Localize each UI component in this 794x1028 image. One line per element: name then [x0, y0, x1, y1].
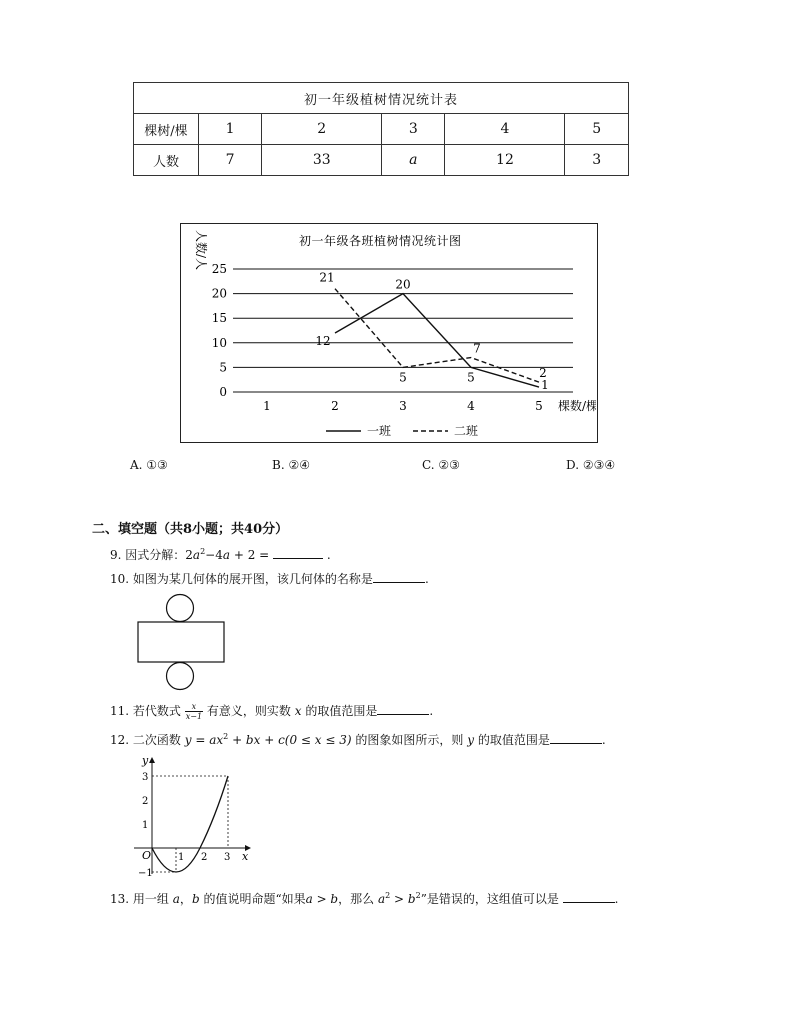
- chart-xtick: 1: [263, 399, 271, 413]
- q11-frac-den: x−1: [185, 712, 203, 721]
- table-cell: 3: [565, 145, 629, 176]
- chart-xtick: 4: [467, 399, 475, 413]
- legend-label: 二班: [454, 424, 479, 438]
- table-cell: 7: [199, 145, 262, 176]
- q11-var: x: [294, 704, 302, 718]
- chart-data-label: 1: [541, 378, 549, 393]
- chart-ytick: 20: [211, 286, 227, 301]
- q13-res-b: b: [407, 892, 416, 906]
- graph-xtick: 3: [224, 852, 231, 863]
- choice-b[interactable]: B. ②④: [272, 458, 310, 472]
- q10-text: 如图为某几何体的展开图，该几何体的名称是: [132, 572, 373, 586]
- question-9: [110, 546, 331, 563]
- q13-exp2: 2: [415, 891, 421, 900]
- q11-mid: 有意义，则实数: [206, 704, 291, 718]
- parabola-graph: [128, 752, 258, 877]
- question-10: [110, 570, 429, 587]
- q13-end: .: [614, 892, 619, 906]
- graph-ytick: 2: [142, 796, 149, 807]
- table-cell: 33: [262, 145, 382, 176]
- chart-xtick: 2: [331, 399, 339, 413]
- bottom-circle: [167, 663, 194, 690]
- q10-end: .: [424, 572, 429, 586]
- question-number: 11.: [110, 704, 130, 718]
- table-cell: 1: [199, 114, 262, 145]
- graph-xtick: 2: [201, 852, 208, 863]
- q9-answer-blank[interactable]: [273, 546, 323, 559]
- q9-mid: −4: [205, 548, 223, 562]
- question-number: 9.: [110, 548, 122, 562]
- graph-xtick: 1: [178, 852, 185, 863]
- graph-origin: O: [142, 849, 152, 862]
- chart-title: 初一年级各班植树情况统计图: [299, 234, 462, 248]
- q11-post: 的取值范围是: [305, 704, 378, 718]
- graph-ylabel: y: [142, 754, 149, 767]
- question-12: [110, 731, 606, 748]
- question-number: 10.: [110, 572, 130, 586]
- top-circle: [167, 595, 194, 622]
- q9-var-a2: a: [222, 548, 231, 562]
- graph-ytick: 1: [142, 820, 149, 831]
- q12-var: y: [467, 733, 475, 747]
- choice-d[interactable]: D. ②③④: [566, 458, 616, 472]
- q9-post: + 2 =: [230, 548, 274, 562]
- question-number: 12.: [110, 733, 130, 747]
- q13-pre: 用一组: [132, 892, 169, 906]
- chart-xlabel: 棵数/棵: [558, 399, 596, 413]
- table-cell: 3: [382, 114, 445, 145]
- chart-ytick: 25: [211, 262, 227, 276]
- chart-ytick: 5: [219, 360, 227, 375]
- chart-ylabel: 人数/人: [194, 230, 208, 271]
- q13-sep: ，: [179, 892, 192, 906]
- question-number: 13.: [110, 892, 130, 906]
- choice-a[interactable]: A. ①③: [130, 458, 168, 472]
- q13-exp1: 2: [385, 891, 391, 900]
- q13-res-a: a: [377, 892, 386, 906]
- q13-post: ”是错误的，这组值可以是: [420, 892, 559, 906]
- table-title: 初一年级植树情况统计表: [134, 83, 629, 114]
- table-row-head-people: 人数: [134, 145, 199, 176]
- q9-var-a: a: [192, 548, 201, 562]
- chart-xtick: 5: [535, 399, 543, 413]
- table-cell: 4: [445, 114, 565, 145]
- net-figure: [130, 592, 230, 694]
- q12-end: .: [601, 733, 606, 747]
- section-title: 二、填空题（共8小题；共40分）: [92, 522, 289, 537]
- graph-xlabel: x: [242, 850, 249, 863]
- q9-exp: 2: [200, 547, 206, 556]
- chart-ytick: 15: [211, 311, 227, 326]
- table-cell: 2: [262, 114, 382, 145]
- table-cell: a: [382, 145, 445, 176]
- q10-answer-blank[interactable]: [373, 570, 425, 583]
- chart-series-line: [335, 294, 539, 387]
- q13-cond: a > b: [305, 892, 339, 906]
- q12-exp: 2: [223, 732, 229, 741]
- q13-var-b: b: [191, 892, 200, 906]
- chart-series-line: [335, 289, 539, 385]
- question-13: [110, 890, 618, 907]
- graph-ytick: −1: [138, 868, 153, 877]
- chart-xtick: 3: [399, 399, 407, 413]
- chart-ytick: 10: [211, 335, 227, 350]
- rectangle: [138, 622, 224, 662]
- graph-ytick: 3: [142, 772, 149, 783]
- chart-data-label: 20: [395, 277, 411, 292]
- chart-data-label: 2: [539, 366, 547, 381]
- q12-answer-blank[interactable]: [550, 731, 602, 744]
- line-chart: [181, 224, 596, 441]
- q13-mid2: ，那么: [338, 892, 375, 906]
- q13-gt: >: [390, 892, 408, 906]
- q12-post2: 的取值范围是: [477, 733, 550, 747]
- table-row-head-trees: 棵树/棵: [134, 114, 199, 145]
- q11-fraction: [185, 702, 203, 721]
- chart-data-label: 12: [315, 333, 331, 348]
- q12-post: 的图象如图所示，则: [355, 733, 464, 747]
- chart-data-label: 5: [399, 370, 407, 385]
- q11-pre: 若代数式: [132, 704, 181, 718]
- chart-data-label: 5: [467, 370, 475, 385]
- chart-data-label: 7: [473, 341, 481, 356]
- q12-pre: 二次函数: [132, 733, 181, 747]
- q11-end: .: [429, 704, 434, 718]
- q13-mid: 的值说明命题“如果: [203, 892, 306, 906]
- parabola-curve: [152, 776, 231, 872]
- chart-ytick: 0: [219, 385, 227, 399]
- q13-answer-blank[interactable]: [563, 890, 615, 903]
- q9-end: .: [326, 548, 331, 562]
- line-chart-frame: [180, 223, 598, 443]
- choice-c[interactable]: C. ②③: [422, 458, 460, 472]
- q13-var-a: a: [172, 892, 180, 906]
- q11-answer-blank[interactable]: [377, 702, 429, 715]
- legend-label: 一班: [367, 424, 392, 438]
- table-cell: 12: [445, 145, 565, 176]
- q11-frac-num: x: [185, 702, 203, 712]
- chart-data-label: 21: [319, 270, 335, 285]
- question-11: [110, 702, 433, 721]
- planting-table: [133, 82, 629, 176]
- q9-pre: 因式分解：2: [125, 548, 193, 562]
- table-cell: 5: [565, 114, 629, 145]
- q12-formula2: + bx + c(0 ≤ x ≤ 3): [228, 733, 352, 747]
- q12-formula: y = ax: [184, 733, 224, 747]
